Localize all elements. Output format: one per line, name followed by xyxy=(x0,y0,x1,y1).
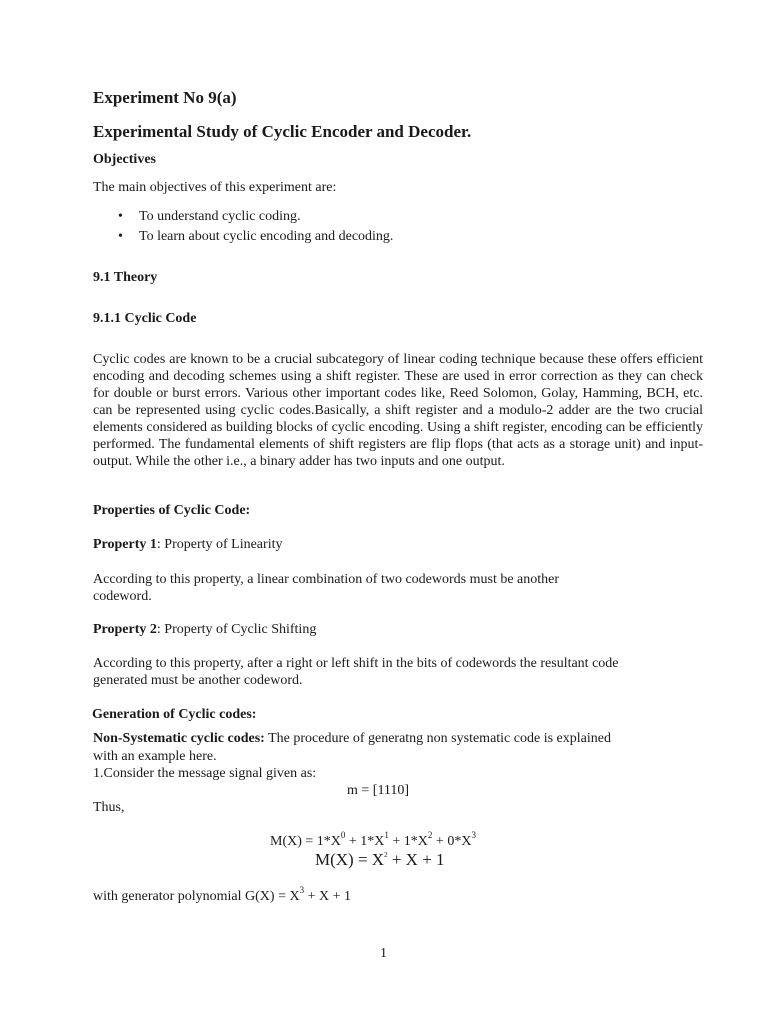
eq-term: with generator polynomial G(X) = X xyxy=(93,889,300,904)
page-number: 1 xyxy=(380,946,387,961)
eq-term: + 1*X xyxy=(388,834,428,849)
eq-term: + 0*X xyxy=(432,834,472,849)
property-1-line xyxy=(93,537,282,553)
message-vector: m = [1110] xyxy=(347,783,410,798)
objectives-list xyxy=(93,207,393,247)
cyclic-code-heading: 9.1.1 Cyclic Code xyxy=(93,311,197,326)
property-2-text-2: generated must be another codeword. xyxy=(93,673,303,688)
objective-item xyxy=(93,207,393,227)
step-1-text: 1.Consider the message signal given as: xyxy=(93,766,317,781)
eq-term: + X + 1 xyxy=(387,850,445,869)
eq-exponent: 0 xyxy=(340,830,346,841)
property-2-label: Property 2 xyxy=(93,622,157,637)
eq-term: M(X) = X xyxy=(315,850,385,869)
property-1-title: : Property of Linearity xyxy=(156,537,283,552)
theory-paragraph: Cyclic codes are known to be a crucial subcategory of linear coding technique because these offers efficient encoding and decoding schemes using a shift register. These are used in error correction as they can check for double or burst errors. Various other important codes like, Reed Solomon, Golay, Hamming, BCH, etc. can be represented using cyclic codes.Basically, a shift register and a modulo-2 adder are the two crucial elements considered as building blocks of cyclic encoding. Using a shift register, encoding can be efficiently performed. The fundamental elements of shift registers are flip flops (that acts as a storage unit) and input-output. While the other i.e., a binary adder has two inputs and one output. xyxy=(93,352,703,469)
experiment-title: Experiment No 9(a) xyxy=(93,88,237,107)
objective-text: To learn about cyclic encoding and decoding. xyxy=(139,229,394,244)
property-2-line xyxy=(93,622,316,638)
objective-text: To understand cyclic coding. xyxy=(139,209,301,224)
theory-heading: 9.1 Theory xyxy=(93,270,158,285)
nonsystematic-label: Non-Systematic cyclic codes: xyxy=(93,731,265,746)
experiment-subtitle: Experimental Study of Cyclic Encoder and Decoder. xyxy=(93,122,472,141)
generator-polynomial xyxy=(93,885,351,905)
eq-exponent: 1 xyxy=(384,830,389,841)
property-2-title: : Property of Cyclic Shifting xyxy=(156,622,317,637)
property-1-label: Property 1 xyxy=(93,537,157,552)
eq-exponent: 3 xyxy=(471,830,476,841)
properties-heading: Properties of Cyclic Code: xyxy=(93,503,251,518)
eq-exponent: 2 xyxy=(427,830,433,841)
property-1-text-2: codeword. xyxy=(93,589,152,604)
eq-term: + X + 1 xyxy=(304,889,351,904)
nonsystematic-line-2: with an example here. xyxy=(93,749,217,764)
property-2-text-1: According to this property, after a right or left shift in the bits of codewords the resultant code xyxy=(93,656,619,671)
objectives-heading: Objectives xyxy=(93,152,156,167)
eq-exponent: 2 xyxy=(384,851,388,860)
eq-term: M(X) = 1*X xyxy=(270,834,341,849)
property-1-text-1: According to this property, a linear combination of two codewords must be another xyxy=(93,572,560,587)
generation-heading: Generation of Cyclic codes: xyxy=(92,707,257,722)
equation-mx-simplified xyxy=(315,850,445,870)
nonsystematic-line-1 xyxy=(93,731,611,747)
objectives-intro: The main objectives of this experiment are: xyxy=(93,180,337,195)
objective-item xyxy=(93,227,393,247)
bullet-icon: • xyxy=(118,209,123,224)
bullet-icon: • xyxy=(118,229,123,244)
thus-text: Thus, xyxy=(93,800,125,815)
eq-term: + 1*X xyxy=(345,834,385,849)
eq-exponent: 3 xyxy=(299,885,305,896)
equation-mx-expanded xyxy=(270,830,476,850)
nonsystematic-text: The procedure of generatng non systematic code is explained xyxy=(264,731,611,746)
